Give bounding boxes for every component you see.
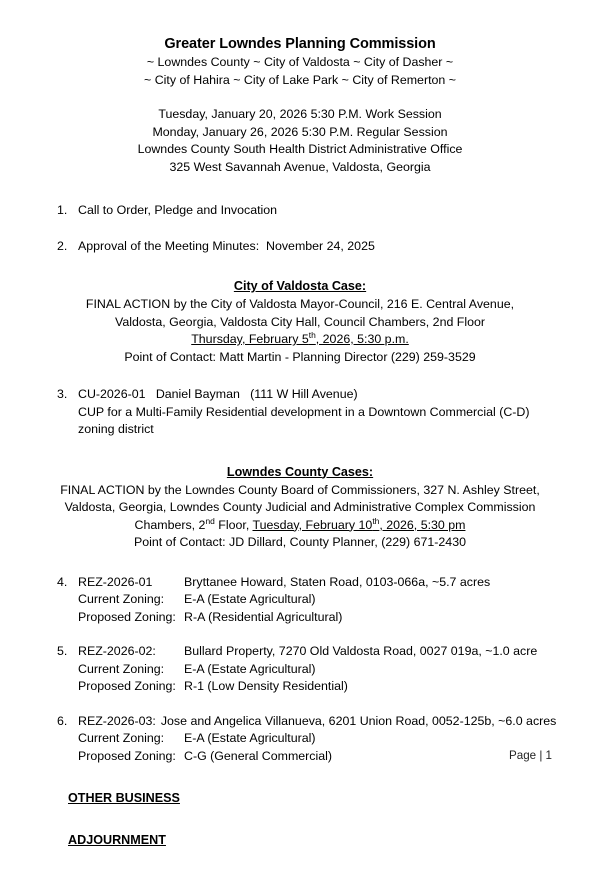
valdosta-date-prefix: Thursday, February 5 bbox=[191, 332, 309, 346]
rezoning-case-4-current-row bbox=[78, 591, 552, 609]
rezoning-case-4-current-value: E-A (Estate Agricultural) bbox=[184, 592, 316, 606]
agenda-item-1 bbox=[48, 202, 552, 220]
rezoning-case-4-header-row bbox=[78, 574, 552, 592]
member-line-2: ~ City of Hahira ~ City of Lake Park ~ City of Remerton ~ bbox=[144, 72, 456, 87]
rezoning-case-5-header-row bbox=[78, 643, 552, 661]
agenda-item-3-case-id: CU-2026-01 Daniel Bayman (111 W Hill Avenue) bbox=[78, 387, 358, 401]
page-title: Greater Lowndes Planning Commission bbox=[164, 36, 436, 52]
agenda-item-3-description-line-1: CUP for a Multi-Family Residential development in a Downtown Commercial (C-D) bbox=[78, 404, 530, 419]
agenda-item-1-text: Call to Order, Pledge and Invocation bbox=[78, 203, 278, 217]
rezoning-case-5 bbox=[48, 643, 552, 696]
agenda-item-3-number: 3. bbox=[57, 387, 68, 401]
rezoning-case-5-number: 5. bbox=[57, 644, 68, 658]
rezoning-case-6-id: REZ-2026-03: bbox=[78, 713, 156, 728]
rezoning-case-4-proposed-label: Proposed Zoning: bbox=[78, 609, 176, 624]
rezoning-case-6-number: 6. bbox=[57, 713, 68, 728]
lowndes-date-suffix: , 2026, 5:30 pm bbox=[379, 517, 466, 532]
meeting-work-session: Tuesday, January 20, 2026 5:30 P.M. Work Session bbox=[158, 107, 442, 121]
rezoning-case-5-id: REZ-2026-02: bbox=[78, 644, 156, 658]
rezoning-case-6-current-row bbox=[78, 730, 552, 748]
rezoning-case-6-current-label: Current Zoning: bbox=[78, 731, 165, 745]
rezoning-case-5-proposed-value: R-1 (Low Density Residential) bbox=[184, 679, 348, 693]
rezoning-case-6-proposed-label: Proposed Zoning: bbox=[78, 748, 176, 763]
rezoning-case-4-current-label: Current Zoning: bbox=[78, 592, 165, 606]
document-header bbox=[48, 35, 552, 176]
valdosta-case-list bbox=[48, 386, 552, 439]
rezoning-case-5-description: Bullard Property, 7270 Old Valdosta Road, 0027 019a, ~1.0 acre bbox=[184, 644, 538, 658]
agenda-item-1-number: 1. bbox=[57, 203, 68, 217]
agenda-item-2 bbox=[48, 238, 552, 256]
lowndes-chambers-middle: Floor, bbox=[214, 517, 253, 532]
valdosta-point-of-contact: Point of Contact: Matt Martin - Planning Director (229) 259-3529 bbox=[124, 349, 476, 364]
adjournment-row bbox=[68, 831, 552, 873]
rezoning-case-5-proposed-label: Proposed Zoning: bbox=[78, 679, 176, 693]
valdosta-case-section bbox=[48, 277, 552, 366]
valdosta-final-action-date bbox=[48, 331, 552, 349]
valdosta-final-action-line-1: FINAL ACTION by the City of Valdosta Mayor-Council, 216 E. Central Avenue, bbox=[85, 297, 515, 311]
rezoning-case-4-id: REZ-2026-01 bbox=[78, 574, 153, 589]
valdosta-final-action-line-2: Valdosta, Georgia, Valdosta City Hall, Council Chambers, 2nd Floor bbox=[114, 314, 486, 329]
meeting-address: 325 West Savannah Avenue, Valdosta, Georgia bbox=[169, 159, 431, 174]
lowndes-chambers-ordinal: nd bbox=[205, 515, 215, 526]
agenda-item-3 bbox=[48, 386, 552, 439]
rezoning-case-4-proposed-value: R-A (Residential Agricultural) bbox=[184, 609, 343, 624]
meeting-regular-session: Monday, January 26, 2026 5:30 P.M. Regular Session bbox=[152, 124, 448, 139]
lowndes-date-prefix: Tuesday, February 10 bbox=[252, 517, 373, 532]
rezoning-case-6-description: Jose and Angelica Villanueva, 6201 Union Road, 0052-125b, ~6.0 acres bbox=[160, 713, 557, 728]
rezoning-case-6-proposed-value: C-G (General Commercial) bbox=[184, 748, 333, 763]
agenda-item-3-description-line-2: zoning district bbox=[78, 422, 154, 436]
lowndes-section-heading: Lowndes County Cases: bbox=[226, 464, 374, 479]
valdosta-section-heading: City of Valdosta Case: bbox=[233, 279, 367, 293]
lowndes-case-section bbox=[48, 463, 552, 552]
closing-section bbox=[48, 789, 552, 873]
other-business-row bbox=[68, 789, 552, 831]
rezoning-case-6 bbox=[48, 713, 557, 766]
agenda-item-2-text: Approval of the Meeting Minutes: November 24, 2025 bbox=[78, 238, 375, 253]
lowndes-final-action-line-1: FINAL ACTION by the Lowndes County Board of Commissioners, 327 N. Ashley Street, bbox=[60, 482, 540, 497]
agenda-item-2-number: 2. bbox=[57, 238, 68, 253]
rezoning-case-6-header-row bbox=[78, 713, 557, 731]
lowndes-final-action-line-2: Valdosta, Georgia, Lowndes County Judicial and Administrative Complex Commission bbox=[64, 500, 536, 514]
lowndes-chambers-date-line bbox=[48, 517, 552, 535]
other-business-heading: OTHER BUSINESS bbox=[68, 791, 180, 805]
rezoning-case-4-number: 4. bbox=[57, 574, 68, 589]
valdosta-date-ordinal: th bbox=[308, 329, 316, 340]
lowndes-chambers-prefix: Chambers, 2 bbox=[134, 517, 206, 532]
meeting-info-block bbox=[48, 106, 552, 176]
member-line-1: ~ Lowndes County ~ City of Valdosta ~ City of Dasher ~ bbox=[146, 55, 454, 69]
rezoning-case-5-current-row bbox=[78, 661, 552, 679]
rezoning-case-6-current-value: E-A (Estate Agricultural) bbox=[184, 731, 316, 745]
rezoning-case-list bbox=[48, 574, 557, 766]
page-number-footer: Page | 1 bbox=[509, 749, 552, 762]
rezoning-case-4-description: Bryttanee Howard, Staten Road, 0103-066a, ~5.7 acres bbox=[184, 574, 491, 589]
rezoning-case-5-current-label: Current Zoning: bbox=[78, 661, 165, 676]
adjournment-heading: ADJOURNMENT bbox=[68, 833, 166, 847]
rezoning-case-4-proposed-row bbox=[78, 609, 552, 627]
agenda-list bbox=[48, 202, 552, 255]
lowndes-date-ordinal: th bbox=[372, 515, 380, 526]
lowndes-point-of-contact: Point of Contact: JD Dillard, County Planner, (229) 671-2430 bbox=[134, 535, 466, 549]
valdosta-date-suffix: , 2026, 5:30 p.m. bbox=[315, 332, 409, 346]
rezoning-case-4 bbox=[48, 574, 552, 627]
meeting-venue: Lowndes County South Health District Administrative Office bbox=[137, 142, 463, 156]
rezoning-case-5-proposed-row bbox=[78, 678, 552, 696]
rezoning-case-6-proposed-row bbox=[78, 748, 552, 766]
rezoning-case-5-current-value: E-A (Estate Agricultural) bbox=[184, 661, 316, 676]
